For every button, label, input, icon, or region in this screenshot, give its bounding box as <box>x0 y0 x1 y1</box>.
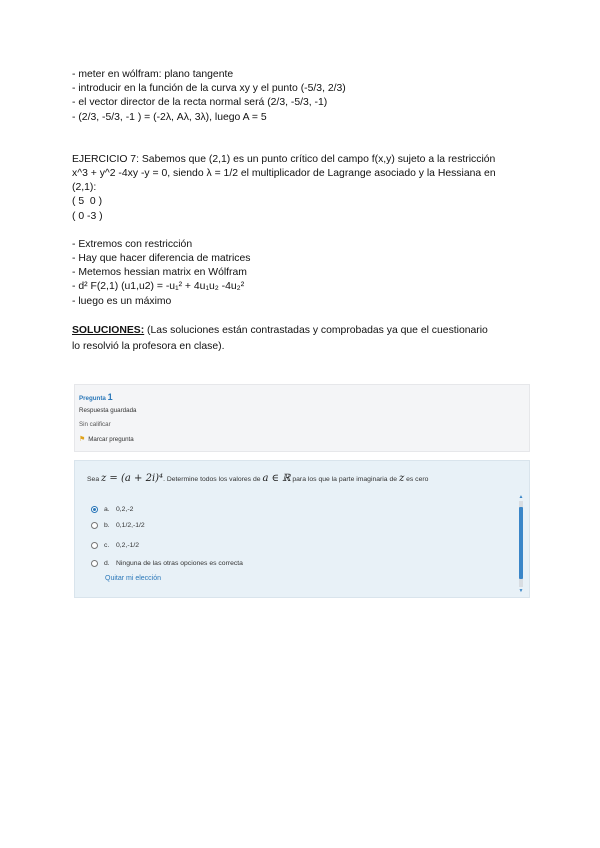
note-line: - (2/3, -5/3, -1 ) = (-2λ, Aλ, 3λ), luego A = 5 <box>72 111 267 123</box>
radio-button[interactable] <box>91 522 98 529</box>
option-text: 0,2,-1/2 <box>116 541 140 549</box>
note-line: - d² F(2,1) (u1,u2) = -u₁² + 4u₁u₂ -4u₂² <box>72 281 245 293</box>
exercise-statement: EJERCICIO 7: Sabemos que (2,1) es un punto crítico del campo f(x,y) sujeto a la restricción <box>72 153 496 165</box>
note-line: - meter en wólfram: plano tangente <box>72 69 234 80</box>
answer-option-d[interactable]: d. Ninguna de las otras opciones es correcta <box>91 557 243 569</box>
option-text: Ninguna de las otras opciones es correcta <box>116 559 243 567</box>
note-line: - Extremos con restricción <box>72 238 193 250</box>
flag-question-link[interactable]: ⚑ Marcar pregunta <box>79 436 134 443</box>
radio-button-selected[interactable] <box>91 506 98 513</box>
scroll-up-arrow-icon[interactable]: ▲ <box>518 494 524 500</box>
question-number: 1 <box>107 392 113 402</box>
answer-option-c[interactable]: c. 0,2,-1/2 <box>91 539 139 551</box>
scroll-down-arrow-icon[interactable]: ▼ <box>518 588 524 594</box>
note-line: - luego es un máximo <box>72 295 172 307</box>
question-stem: Sea z = (a + 2i)⁴. Determine todos los valores de a ∈ ℝ para los que la parte imaginaria de z es cero <box>87 473 429 484</box>
formula-z-var: z <box>398 473 405 484</box>
document-body <box>72 68 532 355</box>
clear-choice-link[interactable]: Quitar mi elección <box>105 575 162 582</box>
solutions-text: lo resolvió la profesora en clase). <box>72 340 225 352</box>
solutions-paragraph <box>72 323 532 355</box>
question-grade: Sin calificar <box>79 421 111 428</box>
scrollbar[interactable] <box>518 494 524 594</box>
note-line: - introducir en la función de la curva xy y el punto (-5/3, 2/3) <box>72 83 346 95</box>
hessian-matrix-row: ( 0 -3 ) <box>72 210 103 222</box>
solutions-heading: SOLUCIONES: <box>72 324 145 336</box>
note-line: - el vector director de la recta normal será (2/3, -5/3, -1) <box>72 97 328 109</box>
solutions-text: (Las soluciones están contrastadas y comprobadas ya que el cuestionario <box>144 324 488 336</box>
radio-button[interactable] <box>91 542 98 549</box>
exercise-statement: x^3 + y^2 -4xy -y = 0, siendo λ = 1/2 el multiplicador de Lagrange asociado y la Hessiana en <box>72 168 496 180</box>
radio-button[interactable] <box>91 560 98 567</box>
option-text: 0,1/2,-1/2 <box>116 521 145 529</box>
option-text: 0,2,-2 <box>116 505 134 513</box>
answer-option-b[interactable]: b. 0,1/2,-1/2 <box>91 519 145 531</box>
flag-icon: ⚑ <box>79 436 86 443</box>
note-line: - Hay que hacer diferencia de matrices <box>72 253 251 265</box>
formula-z: z = (a + 2i)⁴ <box>100 473 164 484</box>
question-status: Respuesta guardada <box>79 407 137 414</box>
quiz-info-panel <box>74 384 530 452</box>
exercise-statement: (2,1): <box>72 182 97 194</box>
scroll-thumb[interactable] <box>519 507 523 579</box>
formula-a-real: a ∈ ℝ <box>262 473 291 484</box>
question-title: Pregunta 1 <box>79 392 113 402</box>
note-line: - Metemos hessian matrix en Wólfram <box>72 267 247 279</box>
hessian-matrix-row: ( 5 0 ) <box>72 196 103 208</box>
question-card <box>74 460 530 598</box>
answer-option-a[interactable]: a. 0,2,-2 <box>91 503 133 515</box>
